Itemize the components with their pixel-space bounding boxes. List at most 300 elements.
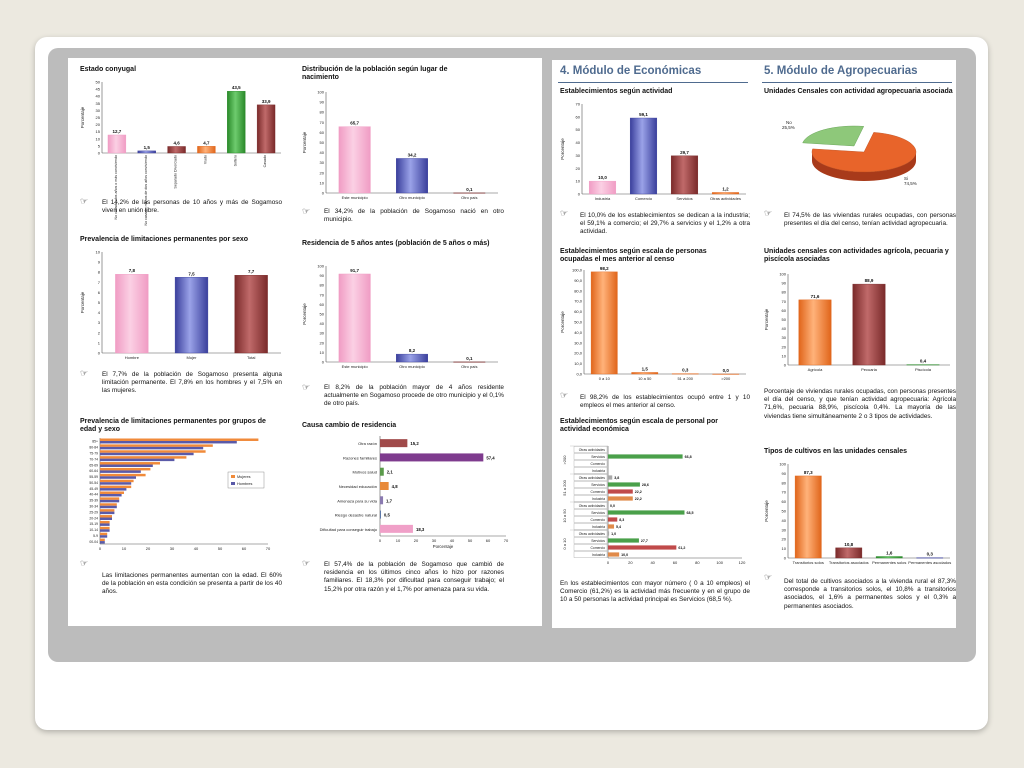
data-label: 1,0 xyxy=(611,532,617,537)
category-label: Motivos salud xyxy=(352,469,377,475)
y-tick-label: 80,0 xyxy=(574,288,582,294)
data-label: 29,7 xyxy=(680,149,689,155)
y-tick-label: 0 xyxy=(321,359,324,365)
category-label: Piscícola xyxy=(914,367,932,372)
bar-hombres xyxy=(100,488,126,490)
x-tick-label: 30 xyxy=(431,538,437,543)
data-label: 10,8 xyxy=(844,541,854,547)
bar xyxy=(608,482,640,486)
bar xyxy=(632,372,658,374)
agricola-text: Porcentaje de viviendas rurales ocupadas, con personas presentes el día del censo, y que tenían actividad agropecuaria: Agrícola 71,6%, pecuaria 88,9%, piscícola 0,4%. La mayoría de las viviendas tiene simultáneamente 2 o 3 tipos de actividades. xyxy=(764,388,956,420)
data-label: 7,7 xyxy=(248,269,255,275)
y-tick-label: 80 xyxy=(319,282,324,288)
row-label: Servicios xyxy=(591,455,605,460)
y-tick-label: 40,0 xyxy=(574,329,582,335)
bar xyxy=(799,300,831,365)
bar-mujeres xyxy=(100,533,107,535)
x-tick-label: 50 xyxy=(217,546,223,551)
escala-title: Establecimientos según escala de personas ocupadas el mes anterior al censo xyxy=(560,248,707,263)
data-label: 1,5 xyxy=(143,144,150,150)
category-label: Otro municipio xyxy=(399,195,425,200)
category-label: Otro país xyxy=(461,195,478,200)
limit-text: El 7,7% de la población de Sogamoso presenta alguna limitación permanente. El 7,8% en los hombres y el 7,5% en las mujeres. xyxy=(102,371,282,395)
age-label: 50-54 xyxy=(89,480,98,485)
data-label: 34,2 xyxy=(407,152,417,158)
y-tick-label: 60 xyxy=(781,307,786,313)
age-label: 00-04 xyxy=(89,539,98,544)
bar xyxy=(608,496,633,500)
x-tick-label: 60 xyxy=(485,538,491,543)
data-label: 66,8 xyxy=(684,455,692,460)
x-tick-label: 40 xyxy=(193,546,199,551)
row-label: Servicios xyxy=(591,483,605,488)
agricola-title: Unidades censales con actividades agrícola, pecuaria y piscícola asociadas xyxy=(764,248,949,263)
category-label: Casado xyxy=(263,155,268,168)
data-label: 0,3 xyxy=(926,551,933,557)
x-tick-label: 0 xyxy=(378,538,382,543)
bar xyxy=(396,354,428,362)
bar xyxy=(608,545,676,549)
x-tick-label: 120 xyxy=(738,560,746,565)
y-tick-label: 30 xyxy=(319,160,324,166)
bar-mujeres xyxy=(100,486,131,488)
bar xyxy=(380,511,381,519)
y-tick-label: 100 xyxy=(779,461,786,467)
age-label: 5-9 xyxy=(93,533,98,538)
agro-text: El 74,5% de las viviendas rurales ocupadas, con personas presentes el día del censo, tenían actividad agropecuaria. xyxy=(784,212,956,228)
x-tick-label: 10 xyxy=(121,546,127,551)
data-label: 28,6 xyxy=(641,483,649,488)
age-label: 85+ xyxy=(92,439,98,444)
residencia-text: El 8,2% de la población mayor de 4 años residente actualmente en Sogamoso procede de otro municipio y el 0,1% de otro país. xyxy=(324,384,504,408)
y-tick-label: 20 xyxy=(781,536,786,542)
bar xyxy=(608,524,614,528)
y-tick-label: 90 xyxy=(781,470,786,476)
category-label: 51 a 200 xyxy=(677,376,694,381)
pointer-icon: ☞ xyxy=(302,206,311,216)
y-tick-label: 90 xyxy=(319,99,324,105)
data-label: 22,2 xyxy=(634,490,642,495)
y-tick-label: 50 xyxy=(95,79,100,85)
bar-hombres xyxy=(100,529,110,531)
bar-hombres xyxy=(100,523,110,525)
category-label: Servicios xyxy=(676,196,693,201)
pointer-icon: ☞ xyxy=(80,558,89,568)
lugar-title: Distribución de la población según lugar de nacimiento xyxy=(302,66,448,81)
row-label: Comercio xyxy=(590,462,605,467)
data-label: 18,3 xyxy=(415,526,425,532)
data-label: 3,8 xyxy=(614,476,620,481)
group-label: 0 a 10 xyxy=(562,538,567,550)
bar-mujeres xyxy=(100,480,134,482)
bar xyxy=(257,105,275,153)
x-tick-label: 40 xyxy=(449,538,455,543)
data-label: 1,2 xyxy=(722,186,729,192)
y-tick-label: 25 xyxy=(95,115,100,120)
y-axis-label: Porcentaje xyxy=(764,308,769,331)
data-label: 7,5 xyxy=(188,271,195,277)
y-tick-label: 70 xyxy=(575,101,580,107)
y-tick-label: 90 xyxy=(781,280,786,286)
data-label: 0,3 xyxy=(682,367,689,373)
bar xyxy=(227,91,245,153)
y-tick-label: 60 xyxy=(781,499,786,505)
group-label: >200 xyxy=(562,455,567,465)
agro-heading: 5. Módulo de Agropecuarias xyxy=(764,65,918,77)
bar xyxy=(138,151,156,153)
bar-hombres xyxy=(100,465,153,467)
residencia-title: Residencia de 5 años antes (población de 5 años o más) xyxy=(302,240,490,247)
edad-text: Las limitaciones permanentes aumentan con la edad. El 60% de la población en esta condición se presenta a partir de los 40 años. xyxy=(102,572,282,596)
category-label: Este municipio xyxy=(341,364,368,369)
bar-mujeres xyxy=(100,497,119,499)
category-label: No casado, menos de dos años conviviendo xyxy=(143,155,148,226)
data-label: 5,4 xyxy=(616,525,622,530)
bar xyxy=(235,275,268,353)
bar xyxy=(608,531,609,535)
bar-hombres xyxy=(100,535,107,537)
y-tick-label: 3 xyxy=(97,320,100,326)
bar xyxy=(608,454,683,458)
data-label: 8,2 xyxy=(408,348,416,354)
group-label: 51 a 200 xyxy=(562,480,567,496)
bar-mujeres xyxy=(100,439,258,441)
y-tick-label: 50 xyxy=(575,127,580,133)
data-label: 0,4 xyxy=(919,358,927,364)
bar xyxy=(836,548,862,558)
y-tick-label: 60 xyxy=(575,114,580,120)
data-label: 71,6 xyxy=(810,293,820,299)
data-label: 91,7 xyxy=(350,267,360,273)
y-tick-label: 10 xyxy=(319,349,324,355)
limit-title: Prevalencia de limitaciones permanentes por sexo xyxy=(80,236,249,243)
bar-mujeres xyxy=(100,509,114,511)
bar-mujeres xyxy=(100,515,112,517)
row-label: Comercio xyxy=(590,546,605,551)
data-label: 27,7 xyxy=(640,539,648,544)
bar-mujeres xyxy=(100,527,110,529)
x-tick-label: 20 xyxy=(145,546,151,551)
escala2-chart xyxy=(560,444,750,574)
category-label: Otro municipio xyxy=(399,364,425,369)
category-label: Mujer xyxy=(186,355,197,360)
age-label: 75-79 xyxy=(89,451,98,456)
data-label: 87,3 xyxy=(803,469,813,475)
bar xyxy=(339,127,371,193)
bar xyxy=(671,156,698,194)
bar xyxy=(197,146,215,153)
document-page-right xyxy=(552,60,956,628)
causa-text: El 57,4% de la población de Sogamoso que cambió de residencia en los últimos cinco años lo hizo por razones familiares. El 18,3% por dificultad para conseguir trabajo; el 15,2% por otra razón y el 1,7% por amenaza para su vida. xyxy=(324,561,504,593)
actividad-title: Establecimientos según actividad xyxy=(560,88,673,95)
x-tick-label: 20 xyxy=(628,560,633,565)
pointer-icon: ☞ xyxy=(764,208,773,218)
age-label: 35-39 xyxy=(89,498,98,503)
data-label: 7,8 xyxy=(128,268,135,274)
bar-hombres xyxy=(100,441,237,443)
econ-heading: 4. Módulo de Económicas xyxy=(560,65,702,77)
y-tick-label: 10 xyxy=(95,249,100,255)
data-label: 0,1 xyxy=(466,355,473,361)
agricola-chart xyxy=(764,270,954,375)
pie-label-si: Si xyxy=(904,176,909,181)
y-tick-label: 1 xyxy=(97,340,100,346)
y-tick-label: 8 xyxy=(97,269,100,275)
category-label: Soltero xyxy=(233,155,238,167)
y-tick-label: 70 xyxy=(781,489,786,495)
y-tick-label: 100 xyxy=(317,263,324,269)
data-label: 4,6 xyxy=(173,140,180,146)
pointer-icon: ☞ xyxy=(560,390,569,400)
y-tick-label: 40 xyxy=(319,321,324,327)
y-tick-label: 30 xyxy=(575,152,580,158)
y-tick-label: 10 xyxy=(781,353,786,359)
document-page-left xyxy=(68,58,542,626)
bar-mujeres xyxy=(100,462,160,464)
x-axis-label: Porcentaje xyxy=(432,544,454,549)
bar xyxy=(380,453,483,461)
y-tick-label: 10 xyxy=(319,180,324,186)
age-label: 25-29 xyxy=(89,510,98,515)
cultivos-chart xyxy=(764,460,954,570)
data-label: 33,9 xyxy=(261,98,271,104)
actividad-chart xyxy=(560,100,750,202)
data-label: 0,0 xyxy=(610,504,615,509)
y-tick-label: 40 xyxy=(781,326,786,332)
pointer-icon: ☞ xyxy=(302,382,311,392)
causa-chart xyxy=(302,432,512,552)
category-label: Amenaza para su vida xyxy=(337,498,377,504)
bar xyxy=(608,489,633,493)
pointer-icon: ☞ xyxy=(302,558,311,568)
y-axis-label: Porcentaje xyxy=(80,291,85,314)
age-label: 40-44 xyxy=(89,492,98,497)
y-tick-label: 0 xyxy=(783,555,786,561)
residencia-chart xyxy=(302,262,502,372)
bar xyxy=(380,468,384,476)
bar-mujeres xyxy=(100,456,186,458)
y-tick-label: 30 xyxy=(95,107,100,113)
pie-value-no: 25,5% xyxy=(782,125,795,130)
x-tick-label: 60 xyxy=(241,546,247,551)
x-tick-label: 0 xyxy=(98,546,102,551)
y-tick-label: 0 xyxy=(97,150,100,156)
y-tick-label: 40 xyxy=(319,150,324,156)
row-label: Servicios xyxy=(591,539,605,544)
y-tick-label: 9 xyxy=(97,259,100,265)
bar-mujeres xyxy=(100,450,206,452)
data-label: 22,2 xyxy=(634,497,642,502)
y-tick-label: 40 xyxy=(95,93,100,99)
bar-hombres xyxy=(100,500,119,502)
y-tick-label: 20 xyxy=(319,170,324,176)
age-label: 30-34 xyxy=(89,504,98,509)
data-label: 10,0 xyxy=(598,175,607,181)
estado-text: El 14,2% de las personas de 10 años y más de Sogamoso viven en unión libre. xyxy=(102,199,282,215)
row-label: Industria xyxy=(591,525,605,530)
y-tick-label: 0 xyxy=(321,190,324,196)
row-label: Otras actividades xyxy=(578,448,605,453)
y-tick-label: 100,0 xyxy=(571,267,582,273)
bar-mujeres xyxy=(100,492,124,494)
category-label: Total xyxy=(246,355,256,360)
lugar-text: El 34,2% de la población de Sogamoso nació en otro municipio. xyxy=(324,208,504,224)
y-tick-label: 70,0 xyxy=(574,298,582,304)
bar xyxy=(608,517,617,521)
legend-swatch xyxy=(231,482,235,485)
legend-label: Mujeres xyxy=(237,475,251,479)
bar xyxy=(380,482,389,490)
bar xyxy=(380,439,407,447)
heading-rule xyxy=(762,82,952,83)
escala-text: El 98,2% de los establecimientos ocupó entre 1 y 10 empleos el mes anterior al censo. xyxy=(580,394,750,410)
pointer-icon: ☞ xyxy=(80,368,89,378)
y-tick-label: 100 xyxy=(317,89,324,95)
bar xyxy=(608,552,619,556)
category-label: No casado, dos años o más conviviendo xyxy=(113,155,118,220)
row-label: Otras actividades xyxy=(578,504,605,509)
y-tick-label: 35 xyxy=(95,100,100,106)
category-label: Otra razón xyxy=(358,441,377,447)
y-tick-label: 60,0 xyxy=(574,309,582,315)
lugar-chart xyxy=(302,88,502,203)
y-tick-label: 45 xyxy=(95,86,100,92)
bar-mujeres xyxy=(100,521,110,523)
data-label: 12,7 xyxy=(112,128,122,134)
bar xyxy=(168,146,186,153)
bar xyxy=(608,538,639,542)
bar-mujeres xyxy=(100,468,150,470)
y-tick-label: 20 xyxy=(319,340,324,346)
row-label: Otras actividades xyxy=(578,476,605,481)
heading-rule xyxy=(558,82,748,83)
limit-chart xyxy=(80,248,285,363)
y-tick-label: 40 xyxy=(575,140,580,146)
escala-chart xyxy=(560,266,750,384)
data-label: 0,5 xyxy=(383,512,390,518)
y-tick-label: 10 xyxy=(575,178,580,184)
category-label: Agrícola xyxy=(807,367,823,372)
category-label: Transitorios solos xyxy=(792,560,824,565)
y-tick-label: 90,0 xyxy=(574,277,582,283)
cultivos-title: Tipos de cultivos en las unidades censales xyxy=(764,448,908,455)
row-label: Industria xyxy=(591,497,605,502)
age-label: 10-14 xyxy=(89,528,98,533)
category-label: 0 a 10 xyxy=(598,376,610,381)
x-tick-label: 0 xyxy=(606,560,610,565)
bar-hombres xyxy=(100,518,112,520)
y-tick-label: 90 xyxy=(319,273,324,279)
y-tick-label: 30 xyxy=(319,330,324,336)
data-label: 59,1 xyxy=(639,112,648,118)
edad-chart xyxy=(80,436,285,556)
category-label: Dificultad para conseguir trabajo xyxy=(319,526,377,532)
y-tick-label: 50,0 xyxy=(574,319,582,325)
x-tick-label: 30 xyxy=(169,546,175,551)
row-label: Industria xyxy=(591,469,605,474)
row-label: Servicios xyxy=(591,511,605,516)
bar xyxy=(380,525,413,533)
y-tick-label: 4 xyxy=(97,310,100,316)
y-tick-label: 0 xyxy=(783,362,786,368)
data-label: 43,5 xyxy=(231,85,241,91)
x-tick-label: 10 xyxy=(395,538,401,543)
y-tick-label: 40 xyxy=(781,517,786,523)
age-label: 65-69 xyxy=(89,463,98,468)
age-label: 70-74 xyxy=(89,457,98,462)
x-tick-label: 100 xyxy=(716,560,724,565)
y-tick-label: 10,0 xyxy=(574,361,582,367)
data-label: 98,2 xyxy=(599,265,609,271)
bar xyxy=(589,181,616,194)
bar-mujeres xyxy=(100,444,213,446)
bar-mujeres xyxy=(100,539,105,541)
y-axis-label: Porcentaje xyxy=(302,131,307,154)
category-label: Otras actividades xyxy=(710,196,741,201)
category-label: Otro país xyxy=(461,364,478,369)
bar xyxy=(339,274,371,362)
row-label: Otras actividades xyxy=(578,532,605,537)
bar-hombres xyxy=(100,470,141,472)
y-axis-label: Porcentaje xyxy=(764,500,769,522)
bar-hombres xyxy=(100,512,114,514)
age-label: 60-64 xyxy=(89,469,98,474)
bar-hombres xyxy=(100,476,136,478)
category-label: 10 a 50 xyxy=(638,376,652,381)
y-tick-label: 70 xyxy=(319,119,324,125)
y-tick-label: 30 xyxy=(781,527,786,533)
escala2-title: Establecimientos según escala de personal por actividad económica xyxy=(560,418,718,433)
category-label: Este municipio xyxy=(341,195,368,200)
y-tick-label: 30,0 xyxy=(574,340,582,346)
bar xyxy=(108,135,126,153)
bar-hombres xyxy=(100,447,203,449)
category-label: Necesidad educación xyxy=(338,484,377,489)
data-label: 10,0 xyxy=(621,553,629,558)
bar xyxy=(115,274,148,353)
age-label: 80-84 xyxy=(89,445,98,450)
estado-title: Estado conyugal xyxy=(80,66,137,73)
category-label: Permanentes solos xyxy=(872,560,907,565)
x-tick-label: 80 xyxy=(695,560,700,565)
y-tick-label: 7 xyxy=(97,279,100,285)
category-label: Separado Divorciado xyxy=(173,155,178,189)
pointer-icon: ☞ xyxy=(764,572,773,582)
data-label: 8,3 xyxy=(619,518,625,523)
y-tick-label: 0,0 xyxy=(576,371,582,377)
y-tick-label: 60 xyxy=(319,301,324,307)
x-tick-label: 60 xyxy=(672,560,678,565)
y-tick-label: 10 xyxy=(781,546,786,552)
bar xyxy=(175,277,208,353)
agro-title: Unidades Censales con actividad agropecuaria asociada xyxy=(764,88,953,95)
y-tick-label: 0 xyxy=(577,191,580,197)
category-label: Riesgo desastre natural xyxy=(334,512,377,518)
y-tick-label: 15 xyxy=(95,129,100,135)
data-label: 57,4 xyxy=(486,455,495,461)
y-tick-label: 70 xyxy=(781,298,786,304)
bar xyxy=(630,118,657,194)
bar-mujeres xyxy=(100,503,117,505)
y-tick-label: 20 xyxy=(575,165,580,171)
y-tick-label: 5 xyxy=(97,143,100,149)
x-tick-label: 50 xyxy=(467,538,473,543)
category-label: Industria xyxy=(594,196,611,201)
y-tick-label: 0 xyxy=(97,350,100,356)
bar-hombres xyxy=(100,453,194,455)
bar xyxy=(853,284,885,365)
row-label: Comercio xyxy=(590,518,605,523)
